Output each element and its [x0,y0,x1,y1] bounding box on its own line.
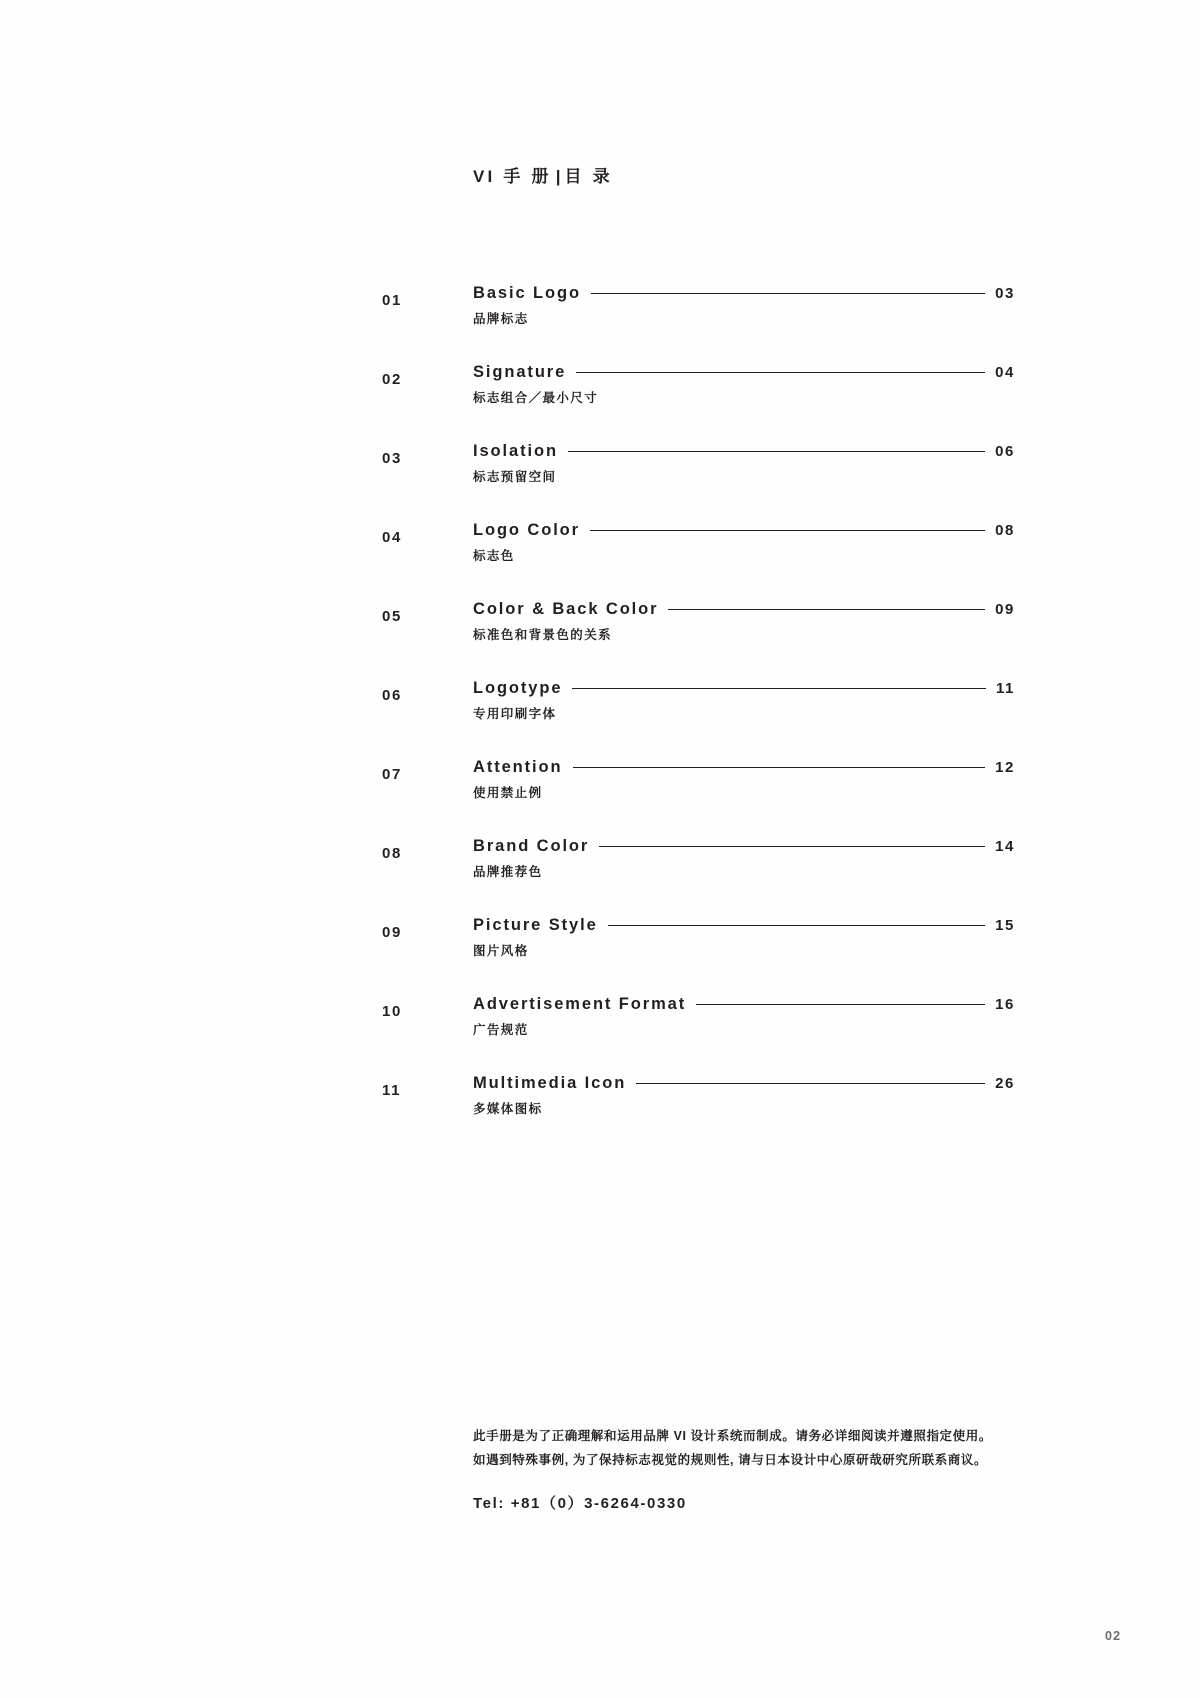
page-title-right: 目 录 [564,167,613,186]
toc-entry-number: 09 [382,924,402,941]
toc-entry-page: 26 [995,1075,1015,1092]
toc-entry-subtitle: 标志组合／最小尺寸 [473,391,599,405]
toc-entry-page: 15 [995,917,1015,934]
toc-entry-subtitle: 标志色 [473,549,515,563]
toc-entry-subtitle: 专用印刷字体 [473,707,557,721]
toc-entry-title: Logo Color [473,521,580,539]
page-title-separator: | [555,167,561,186]
toc-entry-title: Signature [473,363,567,381]
toc-entry-title: Basic Logo [473,284,581,302]
toc-entry-number: 10 [382,1003,402,1020]
toc-entry-number: 06 [382,687,402,704]
page-number: 02 [1105,1629,1122,1643]
toc-entry-body [473,916,1200,959]
toc-entry-subtitle: 多媒体图标 [473,1102,543,1116]
toc-entry[interactable] [0,521,1200,608]
page-title [473,162,613,187]
toc-entry-number: 03 [382,450,402,467]
toc-entry[interactable] [0,916,1200,1003]
toc-leader-line [590,530,985,531]
toc-entry-subtitle: 品牌标志 [473,312,529,326]
toc-entry-page: 08 [995,522,1015,539]
toc-entry-body [473,600,1200,643]
footer-note [473,1424,1033,1472]
toc-entry-page: 12 [995,759,1015,776]
page-title-left: VI 手 册 [473,167,552,186]
toc-entry-number: 08 [382,845,402,862]
toc-entry-titleline [473,363,1015,382]
toc-entry-title: Logotype [473,679,563,697]
toc-entry-title: Isolation [473,442,558,460]
toc-entry-page: 11 [995,680,1015,697]
toc-entry[interactable] [0,837,1200,924]
toc-entry-subtitle: 使用禁止例 [473,786,543,800]
toc-entry[interactable] [0,679,1200,766]
toc-entry-title: Advertisement Format [473,995,687,1013]
toc-entry-titleline [473,600,1015,619]
toc-entry-page: 14 [995,838,1015,855]
toc-entry[interactable] [0,284,1200,371]
toc-entry-title: Brand Color [473,837,590,855]
toc-entry-title: Picture Style [473,916,598,934]
toc-leader-line [576,372,985,373]
toc-entry-titleline [473,916,1015,935]
toc-entry-page: 04 [995,364,1015,381]
toc-entry-subtitle: 品牌推荐色 [473,865,543,879]
toc-entry-page: 16 [995,996,1015,1013]
toc-entry[interactable] [0,995,1200,1082]
toc-entry[interactable] [0,442,1200,529]
toc-entry-titleline [473,521,1015,540]
toc-entry-body [473,521,1200,564]
toc-entry-titleline [473,995,1015,1014]
toc-entry-body [473,995,1200,1038]
toc-entry-title: Multimedia Icon [473,1074,627,1092]
toc-entry-body [473,1074,1200,1117]
toc-entry[interactable] [0,600,1200,687]
toc-leader-line [573,767,986,768]
toc-entry-number: 11 [382,1082,402,1099]
table-of-contents [0,284,1200,1161]
toc-entry[interactable] [0,1074,1200,1161]
toc-entry-page: 09 [995,601,1015,618]
toc-entry-title: Color & Back Color [473,600,659,618]
toc-entry-titleline [473,284,1015,303]
toc-leader-line [636,1083,985,1084]
toc-entry-body [473,758,1200,801]
toc-entry-body [473,284,1200,327]
toc-leader-line [591,293,985,294]
toc-entry-body [473,363,1200,406]
toc-entry-title: Attention [473,758,563,776]
toc-entry-body [473,679,1200,722]
toc-entry-number: 01 [382,292,402,309]
toc-entry-page: 06 [995,443,1015,460]
toc-entry-page: 03 [995,285,1015,302]
toc-entry-subtitle: 图片风格 [473,944,529,958]
footer-note-line-2: 如遇到特殊事例, 为了保持标志视觉的规则性, 请与日本设计中心原研哉研究所联系商议。 [473,1453,988,1467]
toc-leader-line [572,688,985,689]
toc-entry-number: 04 [382,529,402,546]
toc-leader-line [568,451,985,452]
toc-entry-subtitle: 广告规范 [473,1023,529,1037]
toc-entry-titleline [473,837,1015,856]
toc-entry-number: 02 [382,371,402,388]
toc-entry-number: 07 [382,766,402,783]
toc-leader-line [668,609,985,610]
toc-entry-titleline [473,679,1015,698]
toc-entry[interactable] [0,363,1200,450]
toc-leader-line [599,846,985,847]
toc-entry-titleline [473,442,1015,461]
toc-entry-titleline [473,1074,1015,1093]
toc-entry-subtitle: 标准色和背景色的关系 [473,628,613,642]
toc-entry-titleline [473,758,1015,777]
toc-entry-body [473,442,1200,485]
toc-leader-line [608,925,985,926]
contact-telephone: Tel: +81（0）3-6264-0330 [473,1495,687,1512]
toc-entry-body [473,837,1200,880]
footer-note-line-1: 此手册是为了正确理解和运用品牌 VI 设计系统而制成。请务必详细阅读并遵照指定使用。 [473,1429,992,1443]
toc-entry-number: 05 [382,608,402,625]
toc-entry[interactable] [0,758,1200,845]
toc-entry-subtitle: 标志预留空间 [473,470,557,484]
toc-leader-line [696,1004,985,1005]
